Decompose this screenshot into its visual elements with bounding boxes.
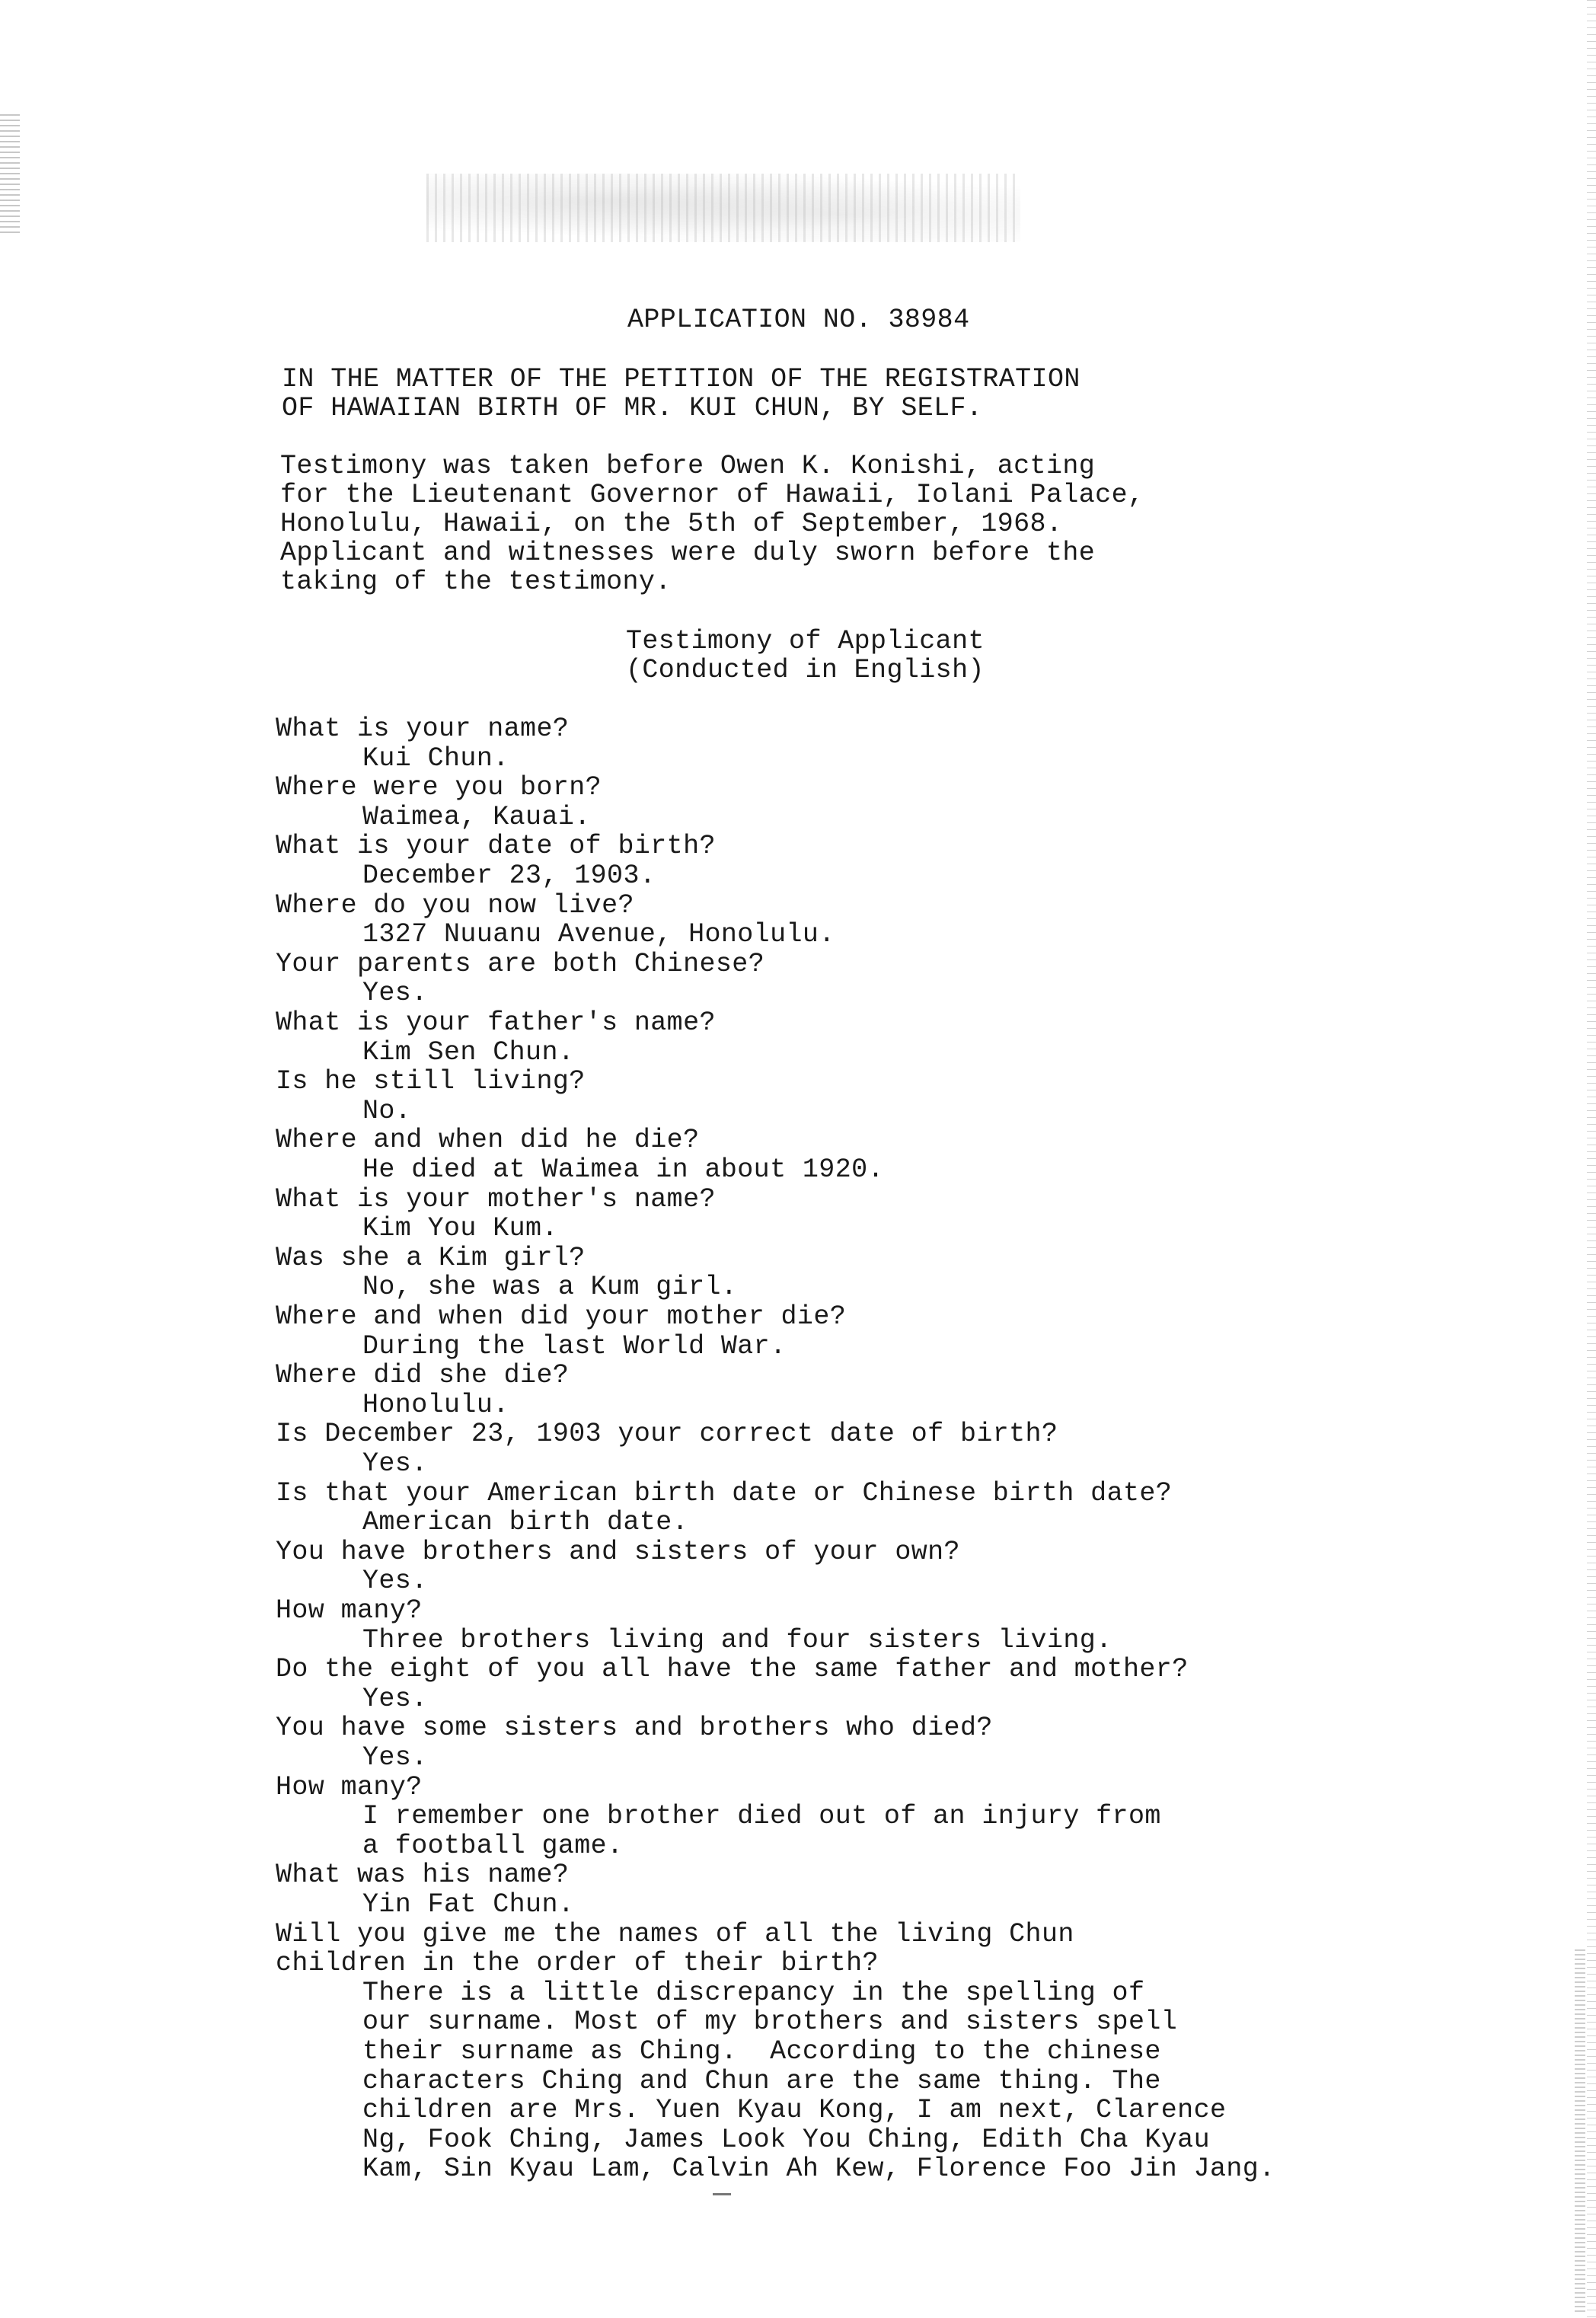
answer-line: Yes. [362,978,428,1009]
question-line: How many? [276,1771,423,1802]
intro-line: Applicant and witnesses were duly sworn before the [280,538,1096,568]
answer-line: characters Ching and Chun are the same thing. The [362,2065,1161,2096]
scan-edge-artifact [1575,1949,1585,2315]
answer-line: Kim You Kum. [362,1213,558,1244]
stray-mark [713,2193,731,2195]
answer-line: 1327 Nuuanu Avenue, Honolulu. [362,919,835,950]
answer-line: Honolulu. [362,1389,509,1420]
question-line: Is he still living? [276,1066,586,1097]
intro-line: taking of the testimony. [280,567,672,597]
answer-line: Yes. [362,1448,428,1479]
answer-line: their surname as Ching. According to the chinese [362,2036,1161,2067]
question-line: Where were you born? [276,772,602,803]
answer-line: Kim Sen Chun. [362,1036,575,1068]
question-line: Where and when did your mother die? [276,1301,847,1332]
question-line: Will you give me the names of all the living Chun [276,1918,1074,1949]
answer-line: There is a little discrepancy in the spelling of [362,1977,1145,2008]
answer-line: Three brothers living and four sisters living. [362,1624,1112,1655]
question-line: Do the eight of you all have the same father and mother? [276,1654,1189,1685]
answer-line: children are Mrs. Yuen Kyau Kong, I am next, Clarence [362,2095,1227,2126]
section-title: Testimony of Applicant [626,626,985,656]
answer-line: Kam, Sin Kyau Lam, Calvin Ah Kew, Florence Foo Jin Jang. [362,2154,1275,2185]
scan-edge-artifact [0,114,20,236]
answer-line: Yin Fat Chun. [362,1889,575,1920]
answer-line: American birth date. [362,1507,689,1538]
question-line: You have brothers and sisters of your own? [276,1536,960,1567]
answer-line: our surname. Most of my brothers and sisters spell [362,2007,1178,2038]
question-line: What is your mother's name? [276,1183,716,1215]
question-line: Was she a Kim girl? [276,1242,586,1273]
answer-line: He died at Waimea in about 1920. [362,1154,884,1185]
answer-line: Yes. [362,1683,428,1714]
bleed-through-artifact [426,174,1020,242]
question-line: What is your name? [276,714,570,744]
question-line: Your parents are both Chinese? [276,948,765,979]
intro-line: Honolulu, Hawaii, on the 5th of September, 1968. [280,509,1063,539]
matter-line: OF HAWAIIAN BIRTH OF MR. KUI CHUN, BY SELF. [282,393,983,423]
answer-line: December 23, 1903. [362,860,656,891]
answer-line: Yes. [362,1566,428,1597]
question-line: children in the order of their birth? [276,1948,879,1979]
question-line: Is that your American birth date or Chinese birth date? [276,1477,1173,1509]
question-line: Where did she die? [276,1360,570,1391]
question-line: What is your date of birth? [276,831,716,862]
question-line: How many? [276,1595,423,1626]
answer-line: Kui Chun. [362,742,509,774]
question-line: What was his name? [276,1860,570,1891]
intro-line: Testimony was taken before Owen K. Konishi, acting [280,451,1096,481]
question-line: Where do you now live? [276,889,634,921]
answer-line: No. [362,1095,412,1126]
question-line: Is December 23, 1903 your correct date of birth? [276,1419,1058,1450]
section-subtitle: (Conducted in English) [626,655,985,685]
question-line: What is your father's name? [276,1007,716,1038]
answer-line: Yes. [362,1742,428,1773]
answer-line: I remember one brother died out of an injury from [362,1801,1161,1832]
answer-line: Waimea, Kauai. [362,801,591,832]
question-line: Where and when did he die? [276,1125,700,1156]
application-number: APPLICATION NO. 38984 [627,305,970,335]
answer-line: Ng, Fook Ching, James Look You Ching, Edith Cha Kyau [362,2124,1210,2155]
answer-line: a football game. [362,1830,624,1861]
answer-line: During the last World War. [362,1330,787,1362]
scan-edge-artifact [1587,0,1596,2318]
answer-line: No, she was a Kum girl. [362,1272,738,1303]
intro-line: for the Lieutenant Governor of Hawaii, Iolani Palace, [280,480,1144,510]
matter-line: IN THE MATTER OF THE PETITION OF THE REGISTRATION [282,364,1080,394]
question-line: You have some sisters and brothers who died? [276,1713,993,1744]
